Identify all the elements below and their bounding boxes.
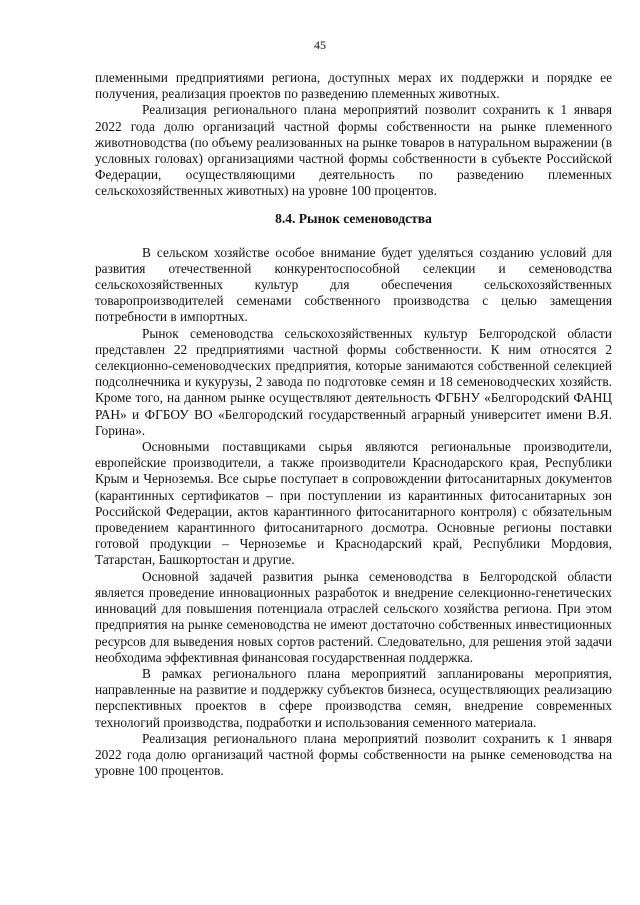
paragraph-seed-market-structure: Рынок семеноводства сельскохозяйственных культур Белгородской области представлен 22 предприятиями частной формы собственности. К ним относятся 2 селекционно-семеноводческих предприятия, которые занимаются собственной селекцией подсолнечника и кукурузы, 2 завода по подготовке семян и 18 семеноводческих хозяйств. Кроме того, на данном рынке осуществляют деятельность ФГБНУ «Белгородский ФАНЦ РАН» и ФГБОУ ВО «Белгородский государственный аграрный университет имени В.Я. Горина». bbox=[95, 325, 612, 438]
page-number: 45 bbox=[314, 38, 326, 52]
paragraph-raw-suppliers: Основными поставщиками сырья являются региональные производители, европейские производители, а также производители Краснодарского края, Республики Крым и Черноземья. Все сырье поступает в сопровождении фитосанитарных документов (карантинных сертификатов – при поступлении из карантинных фитосанитарных зон Российской Федерации, актов карантинного фитосанитарного контроля) с обязательным проведением карантинного фитосанитарного досмотра. Основные регионы поставки готовой продукции – Черноземье и Краснодарский край, Республики Мордовия, Татарстан, Башкортостан и другие. bbox=[95, 439, 612, 568]
paragraph-livestock-share: Реализация регионального плана мероприятий позволит сохранить к 1 января 2022 года долю организаций частной формы собственности на рынке племенного животноводства (по объему реализованных на рынке товаров в натуральном выражении (в условных головах) организациями частной формы собственности в субъекте Российской Федерации, осуществляющими деятельность по разведению племенных сельскохозяйственных животных) на уровне 100 процентов. bbox=[95, 102, 612, 199]
paragraph-main-task: Основной задачей развития рынка семеноводства в Белгородской области является проведение инновационных разработок и внедрение селекционно-генетических инноваций для повышения потенциала отраслей сельского хозяйства региона. При этом предприятия на рынке семеноводства не имеют достаточно собственных инвестиционных ресурсов для выведения новых сортов растений. Следовательно, для решения этой задачи необходима эффективная финансовая государственная поддержка. bbox=[95, 568, 612, 665]
section-title: 8.4. Рынок семеноводства bbox=[275, 210, 432, 226]
document-body bbox=[95, 70, 612, 779]
paragraph-intro-continuation: племенными предприятиями региона, доступных мерах их поддержки и порядке ее получения, реализация проектов по разведению племенных животных. bbox=[95, 70, 612, 102]
paragraph-seed-share: Реализация регионального плана мероприятий позволит сохранить к 1 января 2022 года долю организаций частной формы собственности на рынке семеноводства на уровне 100 процентов. bbox=[95, 730, 612, 779]
paragraph-seed-attention: В сельском хозяйстве особое внимание будет уделяться созданию условий для развития отечественной конкурентоспособной селекции и семеноводства сельскохозяйственных культур для обеспечения сельскохозяйственных товаропроизводителей семенами собственного производства с целью замещения потребности в импортных. bbox=[95, 244, 612, 325]
paragraph-planned-measures: В рамках регионального плана мероприятий запланированы мероприятия, направленные на развитие и поддержку субъектов бизнеса, осуществляющих реализацию перспективных проектов в сфере производства семян, внедрение современных технологий производства, подработки и использования семенного материала. bbox=[95, 665, 612, 730]
